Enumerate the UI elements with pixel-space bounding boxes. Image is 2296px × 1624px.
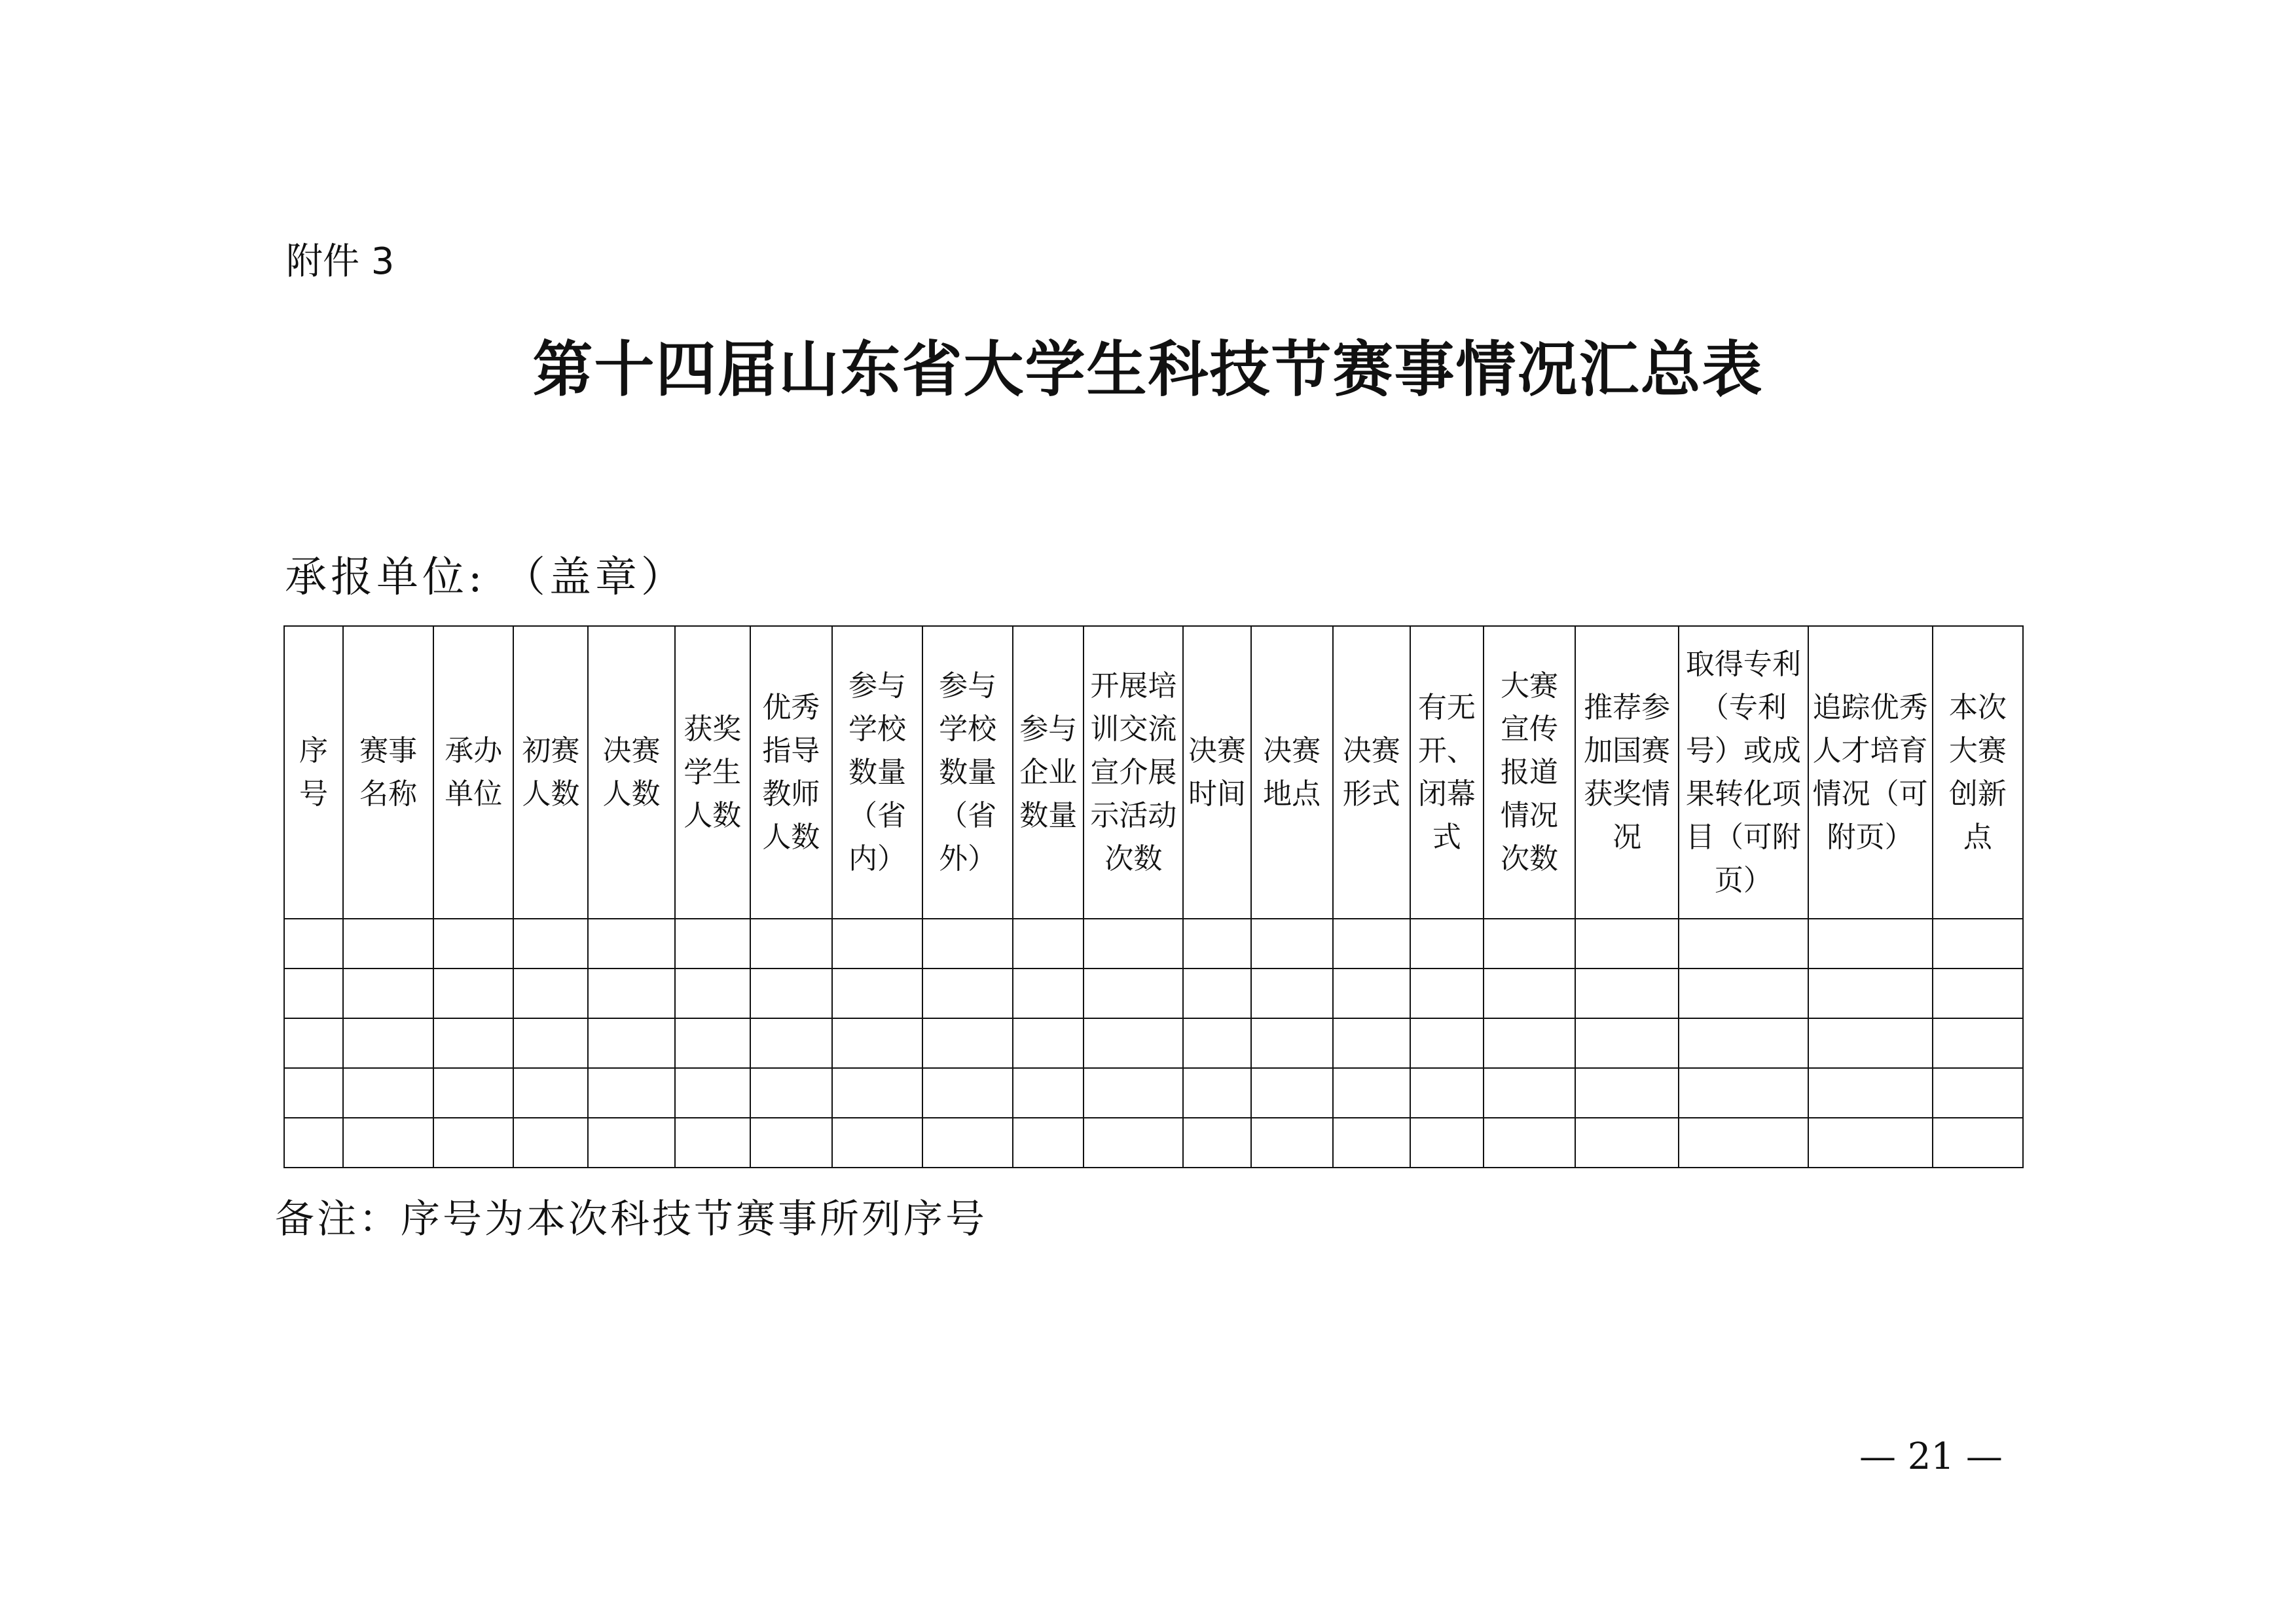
table-cell[interactable] <box>1084 919 1183 969</box>
column-header: 承办单位 <box>433 626 513 919</box>
table-cell[interactable] <box>433 1068 513 1118</box>
table-cell[interactable] <box>922 919 1013 969</box>
table-cell[interactable] <box>513 1118 588 1168</box>
table-cell[interactable] <box>1013 1018 1084 1068</box>
table-cell[interactable] <box>588 1118 674 1168</box>
table-cell[interactable] <box>1333 919 1410 969</box>
table-cell[interactable] <box>1333 1068 1410 1118</box>
column-header: 决赛地点 <box>1251 626 1333 919</box>
table-cell[interactable] <box>922 1068 1013 1118</box>
table-cell[interactable] <box>1679 969 1808 1018</box>
table-cell[interactable] <box>433 1018 513 1068</box>
table-cell[interactable] <box>1575 1018 1679 1068</box>
table-cell[interactable] <box>750 919 832 969</box>
column-header: 序号 <box>284 626 343 919</box>
table-cell[interactable] <box>1084 1118 1183 1168</box>
table-cell[interactable] <box>343 1118 433 1168</box>
table-cell[interactable] <box>1251 1018 1333 1068</box>
table-cell[interactable] <box>1183 919 1250 969</box>
table-cell[interactable] <box>284 1018 343 1068</box>
table-cell[interactable] <box>433 969 513 1018</box>
table-cell[interactable] <box>1808 919 1933 969</box>
org-line <box>285 551 687 604</box>
table-cell[interactable] <box>1084 1018 1183 1068</box>
table-cell[interactable] <box>832 1068 922 1118</box>
table-cell[interactable] <box>1251 969 1333 1018</box>
table-cell[interactable] <box>1575 1118 1679 1168</box>
table-cell[interactable] <box>1808 1068 1933 1118</box>
summary-table <box>283 625 2024 1168</box>
table-cell[interactable] <box>675 1068 750 1118</box>
column-header: 追踪优秀人才培育情况（可附页） <box>1808 626 1933 919</box>
table-cell[interactable] <box>1333 969 1410 1018</box>
table-cell[interactable] <box>1183 1118 1250 1168</box>
table-cell[interactable] <box>513 919 588 969</box>
column-header: 赛事名称 <box>343 626 433 919</box>
table-cell[interactable] <box>1679 1018 1808 1068</box>
table-cell[interactable] <box>513 969 588 1018</box>
table-cell[interactable] <box>832 969 922 1018</box>
table-cell[interactable] <box>750 1018 832 1068</box>
table-row <box>284 1068 2023 1118</box>
table-cell[interactable] <box>1484 969 1575 1018</box>
column-header: 本次大赛创新点 <box>1933 626 2023 919</box>
table-cell[interactable] <box>832 1118 922 1168</box>
column-header: 决赛人数 <box>588 626 674 919</box>
table-cell[interactable] <box>1933 1068 2023 1118</box>
table-cell[interactable] <box>1933 919 2023 969</box>
table-cell[interactable] <box>675 1018 750 1068</box>
attachment-label: 附件 3 <box>286 240 395 283</box>
table-cell[interactable] <box>1013 1118 1084 1168</box>
table-cell[interactable] <box>922 969 1013 1018</box>
table-cell[interactable] <box>1484 919 1575 969</box>
table-cell[interactable] <box>513 1018 588 1068</box>
column-header: 推荐参加国赛获奖情况 <box>1575 626 1679 919</box>
column-header: 决赛形式 <box>1333 626 1410 919</box>
table-cell[interactable] <box>284 1118 343 1168</box>
column-header: 优秀指导教师人数 <box>750 626 832 919</box>
table-cell[interactable] <box>588 969 674 1018</box>
table-cell[interactable] <box>1484 1068 1575 1118</box>
table-cell[interactable] <box>1333 1118 1410 1168</box>
table-cell[interactable] <box>1183 1068 1250 1118</box>
table-cell[interactable] <box>588 919 674 969</box>
table-cell[interactable] <box>284 919 343 969</box>
table-cell[interactable] <box>1808 969 1933 1018</box>
table-cell[interactable] <box>343 1018 433 1068</box>
column-header: 参与学校数量（省外） <box>922 626 1013 919</box>
table-cell[interactable] <box>1251 919 1333 969</box>
table-cell[interactable] <box>1933 1018 2023 1068</box>
column-header: 有无开、闭幕式 <box>1410 626 1484 919</box>
table-cell[interactable] <box>922 1118 1013 1168</box>
table-cell[interactable] <box>1575 919 1679 969</box>
table-cell[interactable] <box>832 919 922 969</box>
table-cell[interactable] <box>588 1018 674 1068</box>
table-cell[interactable] <box>1575 1068 1679 1118</box>
table-row <box>284 1118 2023 1168</box>
table-cell[interactable] <box>675 919 750 969</box>
table-cell[interactable] <box>1013 919 1084 969</box>
table-cell[interactable] <box>1484 1118 1575 1168</box>
table-row <box>284 1018 2023 1068</box>
table-cell[interactable] <box>588 1068 674 1118</box>
table-cell[interactable] <box>433 919 513 969</box>
column-header: 参与企业数量 <box>1013 626 1084 919</box>
table-cell[interactable] <box>1484 1018 1575 1068</box>
table-cell[interactable] <box>1084 969 1183 1018</box>
table-cell[interactable] <box>1679 1068 1808 1118</box>
table-cell[interactable] <box>1410 1068 1484 1118</box>
table-cell[interactable] <box>1013 1068 1084 1118</box>
table-cell[interactable] <box>343 1068 433 1118</box>
page-title: 第十四届山东省大学生科技节赛事情况汇总表 <box>532 335 1764 405</box>
table-cell[interactable] <box>675 1118 750 1168</box>
table-cell[interactable] <box>343 969 433 1018</box>
table-cell[interactable] <box>1251 1068 1333 1118</box>
table-cell[interactable] <box>1808 1018 1933 1068</box>
table-cell[interactable] <box>750 1068 832 1118</box>
table-cell[interactable] <box>1333 1018 1410 1068</box>
table-cell[interactable] <box>750 969 832 1018</box>
table-cell[interactable] <box>1410 919 1484 969</box>
table-cell[interactable] <box>284 969 343 1018</box>
table-cell[interactable] <box>1933 1118 2023 1168</box>
table-cell[interactable] <box>1410 1118 1484 1168</box>
table-cell[interactable] <box>1808 1118 1933 1168</box>
org-label: 承报单位: <box>285 553 486 602</box>
table-cell[interactable] <box>1575 969 1679 1018</box>
column-header: 大赛宣传报道情况次数 <box>1484 626 1575 919</box>
table-cell[interactable] <box>343 919 433 969</box>
table-cell[interactable] <box>284 1068 343 1118</box>
table-cell[interactable] <box>1084 1068 1183 1118</box>
table-cell[interactable] <box>1013 969 1084 1018</box>
column-header: 参与学校数量（省内） <box>832 626 922 919</box>
table-cell[interactable] <box>1410 969 1484 1018</box>
column-header: 决赛时间 <box>1183 626 1250 919</box>
table-cell[interactable] <box>1679 1118 1808 1168</box>
table-cell[interactable] <box>513 1068 588 1118</box>
table-cell[interactable] <box>1410 1018 1484 1068</box>
column-header: 开展培训交流宣介展示活动次数 <box>1084 626 1183 919</box>
table-cell[interactable] <box>1183 969 1250 1018</box>
table-cell[interactable] <box>1933 969 2023 1018</box>
table-cell[interactable] <box>433 1118 513 1168</box>
column-header: 获奖学生人数 <box>675 626 750 919</box>
table-cell[interactable] <box>1679 919 1808 969</box>
seal-note: （盖章） <box>503 553 687 602</box>
column-header: 取得专利（专利号）或成果转化项目（可附页） <box>1679 626 1808 919</box>
table-cell[interactable] <box>832 1018 922 1068</box>
table-row <box>284 969 2023 1018</box>
remark-note: 备注：序号为本次科技节赛事所列序号 <box>275 1196 987 1242</box>
table-cell[interactable] <box>675 969 750 1018</box>
table-cell[interactable] <box>750 1118 832 1168</box>
table-cell[interactable] <box>922 1018 1013 1068</box>
table-cell[interactable] <box>1183 1018 1250 1068</box>
table-row <box>284 919 2023 969</box>
page-number: — 21 — <box>1859 1435 2003 1478</box>
table-header-row <box>284 626 2023 919</box>
column-header: 初赛人数 <box>513 626 588 919</box>
table-cell[interactable] <box>1251 1118 1333 1168</box>
